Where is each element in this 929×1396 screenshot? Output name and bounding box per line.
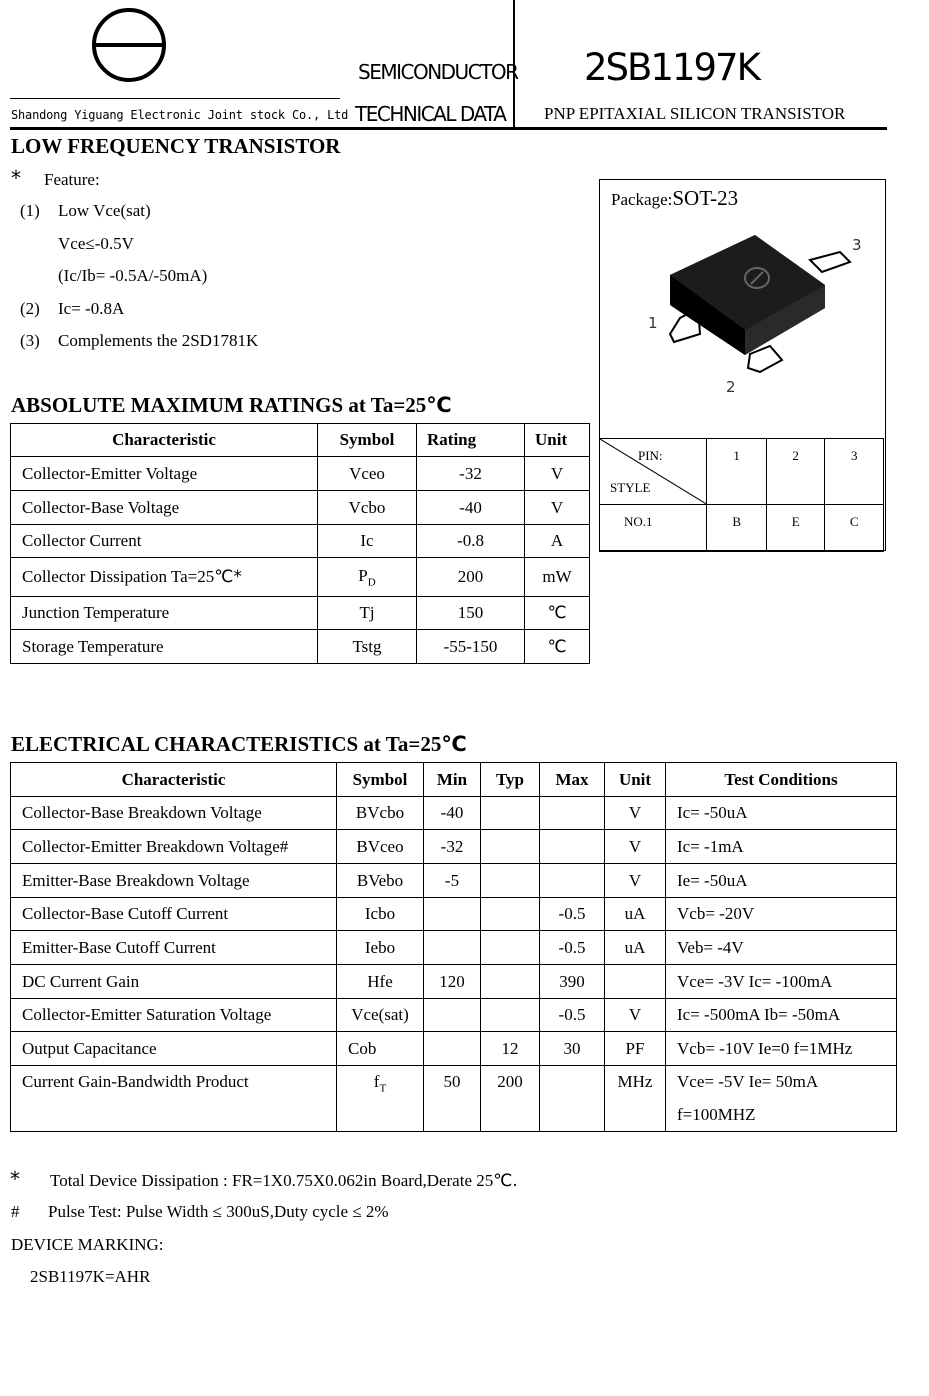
col-header: Characteristic [11,424,318,457]
cell-characteristic: Collector-Emitter Saturation Voltage [11,999,337,1032]
cell-min [424,1032,481,1066]
pin-header: PIN: [638,448,663,463]
table-row [11,797,897,830]
cell-unit: A [525,525,590,558]
cell-max: -0.5 [540,898,605,931]
package-label: Package:SOT-23 [611,186,739,210]
cell-unit: uA [605,898,666,931]
header-divider [10,98,340,99]
feature-item: (Ic/Ib= -0.5A/-50mA) [58,266,208,285]
cell-unit: V [525,457,590,491]
cell-min: 120 [424,965,481,999]
cell-characteristic: Collector-Emitter Breakdown Voltage# [11,830,337,864]
feature-num: (2) [20,299,40,318]
cell-typ [481,965,540,999]
abs-max-table [10,423,590,664]
cell-min: -5 [424,864,481,898]
col-header: Max [540,763,605,797]
cell-rating: -40 [417,491,525,525]
cell-min [424,931,481,965]
feature-heading: Feature: [44,170,100,189]
pin-function: E [766,505,825,552]
table-row [11,864,897,898]
table-row [11,931,897,965]
cell-unit: V [525,491,590,525]
note-mark-star: * [10,1167,20,1191]
cell-characteristic: Output Capacitance [11,1032,337,1066]
cell-unit: MHz [605,1066,666,1132]
cell-min [424,898,481,931]
cell-symbol: BVcbo [337,797,424,830]
table-row [11,965,897,999]
header-company: Shandong Yiguang Electronic Joint stock Co., Ltd [11,108,349,122]
cell-unit: mW [525,558,590,597]
cell-unit: V [605,830,666,864]
table-row [11,491,590,525]
cell-characteristic: Junction Temperature [11,597,318,630]
cell-min: -40 [424,797,481,830]
cell-rating: -32 [417,457,525,491]
cell-characteristic: Emitter-Base Cutoff Current [11,931,337,965]
feature-item: Low Vce(sat) [58,201,151,220]
cell-rating: -55-150 [417,630,525,664]
cell-condition: Vcb= -20V [666,898,897,931]
table-row [11,597,590,630]
pin-number: 2 [766,439,825,505]
cell-symbol: Tj [318,597,417,630]
col-header: Typ [481,763,540,797]
cell-unit: uA [605,931,666,965]
cell-rating: -0.8 [417,525,525,558]
cell-typ [481,898,540,931]
sot23-package-image [640,230,870,400]
style-name: NO.1 [600,505,707,552]
package-type: SOT-23 [672,186,739,210]
cell-symbol: Cob [337,1032,424,1066]
cell-unit: PF [605,1032,666,1066]
cell-condition: Ic= -1mA [666,830,897,864]
cell-characteristic: Collector-Emitter Voltage [11,457,318,491]
table-row [11,830,897,864]
style-header: STYLE [610,480,651,495]
col-header: Rating [417,424,525,457]
feature-num: (1) [20,201,40,220]
cell-rating: 150 [417,597,525,630]
col-header: Test Conditions [666,763,897,797]
cell-max: 30 [540,1032,605,1066]
col-header: Symbol [337,763,424,797]
col-header: Unit [605,763,666,797]
cell-characteristic: Storage Temperature [11,630,318,664]
electrical-title: ELECTRICAL CHARACTERISTICS at Ta=25℃ [11,732,467,756]
table-row [11,898,897,931]
pin-function: C [825,505,884,552]
header-bottom-rule [10,127,887,130]
abs-max-title: ABSOLUTE MAXIMUM RATINGS at Ta=25℃ [11,393,452,417]
cell-condition: Ie= -50uA [666,864,897,898]
cell-max: -0.5 [540,999,605,1032]
cell-symbol: $P_D$ [318,558,417,597]
package-box [599,179,886,551]
cell-unit [605,965,666,999]
note-mark-hash: # [11,1202,20,1221]
cell-max [540,797,605,830]
col-header: Symbol [318,424,417,457]
device-marking-value: 2SB1197K=AHR [30,1267,151,1286]
header-subtitle: PNP EPITAXIAL SILICON TRANSISTOR [544,104,846,123]
cell-max: 390 [540,965,605,999]
part-number: 2SB1197K [584,46,759,89]
cell-symbol: Vceo [318,457,417,491]
note-dissipation: Total Device Dissipation : FR=1X0.75X0.062in Board,Derate 25℃. [50,1171,518,1191]
cell-characteristic: Collector Current [11,525,318,558]
cell-typ [481,931,540,965]
cell-symbol: Ic [318,525,417,558]
device-marking-heading: DEVICE MARKING: [11,1235,164,1254]
cell-unit: ℃ [525,597,590,630]
col-header: Unit [525,424,590,457]
cell-condition: Vcb= -10V Ie=0 f=1MHz [666,1032,897,1066]
feature-item: Vce≤-0.5V [58,234,134,253]
col-header: Min [424,763,481,797]
cell-typ: 200 [481,1066,540,1132]
cell-unit: V [605,999,666,1032]
cell-unit: V [605,864,666,898]
cell-characteristic: Collector Dissipation Ta=25℃* [11,558,318,597]
feature-bullet: * [11,166,21,190]
cell-min: 50 [424,1066,481,1132]
table-row [11,1032,897,1066]
cell-max: -0.5 [540,931,605,965]
cell-symbol: $f_T$ [337,1066,424,1132]
cell-symbol: Iebo [337,931,424,965]
cell-symbol: BVceo [337,830,424,864]
cell-symbol: Vcbo [318,491,417,525]
table-row [11,457,590,491]
pin-function: B [707,505,767,552]
feature-num: (3) [20,331,40,350]
pin-label-2: 2 [726,378,736,396]
cell-condition: Ic= -50uA [666,797,897,830]
cell-condition: Ic= -500mA Ib= -50mA [666,999,897,1032]
col-header: Characteristic [11,763,337,797]
table-row [11,558,590,597]
cell-symbol: Hfe [337,965,424,999]
pin-number: 1 [707,439,767,505]
table-row [11,525,590,558]
electrical-table [10,762,897,1132]
pin-style-table [599,438,884,552]
note-pulse-test: Pulse Test: Pulse Width ≤ 300uS,Duty cycle ≤ 2% [48,1202,389,1221]
pin-label-3: 3 [852,236,862,254]
cell-condition: Vce= -5V Ie= 50mA f=100MHZ [666,1066,897,1132]
feature-item: Complements the 2SD1781K [58,331,259,350]
cell-unit: V [605,797,666,830]
cell-max [540,830,605,864]
cell-characteristic: DC Current Gain [11,965,337,999]
cell-min: -32 [424,830,481,864]
cell-characteristic: Collector-Base Breakdown Voltage [11,797,337,830]
cell-typ [481,999,540,1032]
table-row [11,1066,897,1132]
header-semiconductor: SEMICONDUCTOR [358,60,518,84]
cell-symbol: Icbo [337,898,424,931]
cell-max [540,864,605,898]
pin-number: 3 [825,439,884,505]
cell-min [424,999,481,1032]
cell-characteristic: Collector-Base Cutoff Current [11,898,337,931]
cell-typ [481,830,540,864]
pin-label-1: 1 [648,314,658,332]
cell-symbol: BVebo [337,864,424,898]
cell-max [540,1066,605,1132]
cell-symbol: Vce(sat) [337,999,424,1032]
header-technical-data: TECHNICAL DATA [355,102,506,126]
cell-typ [481,864,540,898]
cell-condition: Veb= -4V [666,931,897,965]
table-row [11,999,897,1032]
cell-characteristic: Collector-Base Voltage [11,491,318,525]
company-logo [88,6,170,84]
cell-characteristic: Current Gain-Bandwidth Product [11,1066,337,1132]
cell-characteristic: Emitter-Base Breakdown Voltage [11,864,337,898]
cell-rating: 200 [417,558,525,597]
page-title: LOW FREQUENCY TRANSISTOR [11,134,341,158]
cell-symbol: Tstg [318,630,417,664]
pin-style-header [600,439,707,505]
cell-typ [481,797,540,830]
cell-unit: ℃ [525,630,590,664]
table-row [11,630,590,664]
cell-typ: 12 [481,1032,540,1066]
cell-condition: Vce= -3V Ic= -100mA [666,965,897,999]
feature-item: Ic= -0.8A [58,299,125,318]
